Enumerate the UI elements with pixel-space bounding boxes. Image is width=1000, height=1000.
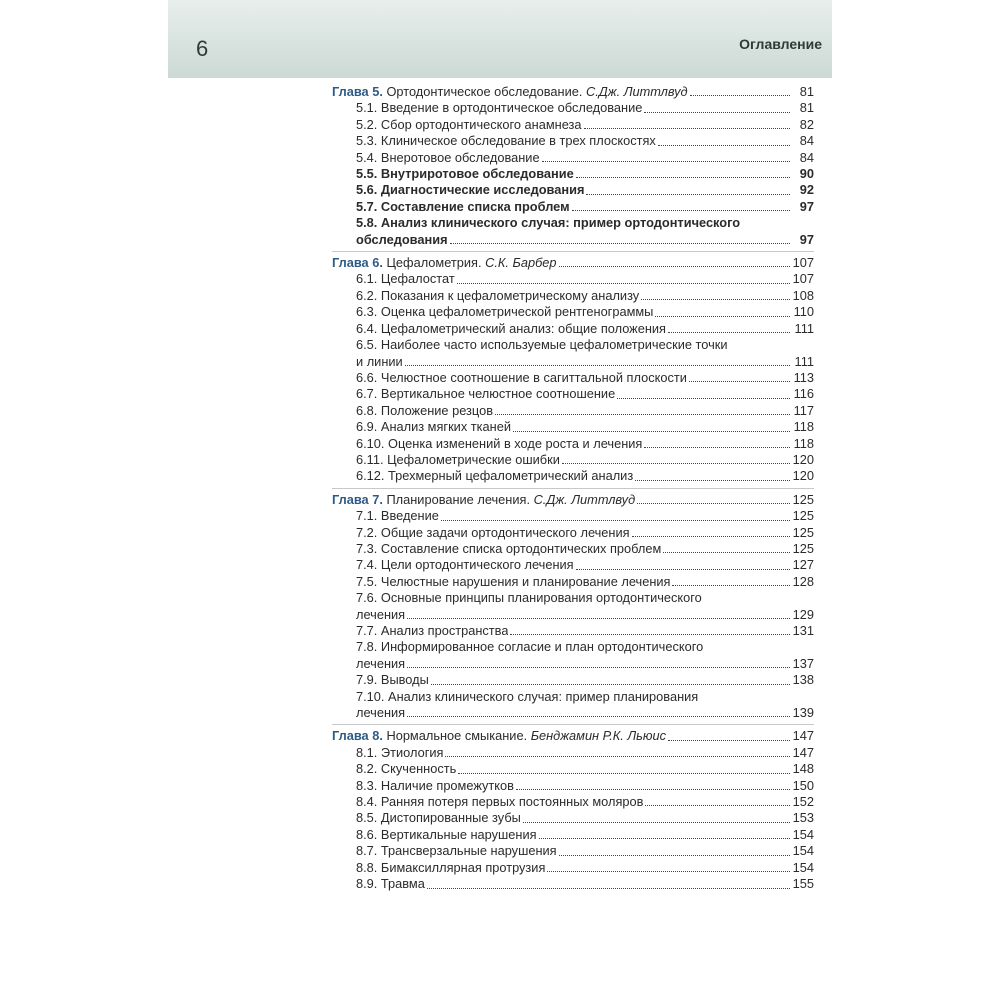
- section-number: 6.11.: [356, 451, 384, 467]
- toc-entry-line: [332, 656, 814, 672]
- table-of-contents: [332, 84, 814, 893]
- section-title: Информированное согласие и план ортодонтического: [380, 639, 704, 655]
- section-page-number: 82: [799, 116, 814, 132]
- section-title: Цефалометрический анализ: общие положения: [380, 320, 666, 336]
- section-number: 8.5.: [356, 810, 378, 826]
- section-number: 7.8.: [356, 639, 378, 655]
- toc-entry: [332, 810, 814, 826]
- section-page-number: 84: [799, 149, 814, 165]
- toc-entry-text: [356, 288, 639, 304]
- section-page-number: 129: [792, 606, 814, 622]
- dot-leader: [513, 431, 790, 432]
- section-title: Клиническое обследование в трех плоскостях: [380, 133, 656, 149]
- section-page-number: 131: [792, 623, 814, 638]
- toc-entry: [332, 436, 814, 452]
- section-title-cont: лечения: [356, 606, 406, 622]
- section-page-number: 153: [792, 810, 814, 826]
- section-title: Составление списка ортодонтических проблем: [380, 540, 662, 556]
- toc-entry-text: [356, 133, 656, 149]
- section-number: 6.5.: [356, 337, 378, 353]
- chapter-author: С.К. Барбер: [485, 255, 557, 271]
- section-number: 6.7.: [356, 386, 378, 402]
- dot-leader: [559, 855, 790, 856]
- chapter-author: С.Дж. Литтлвуд: [585, 84, 688, 99]
- dot-leader: [441, 520, 790, 521]
- section-number: 5.6.: [356, 182, 378, 198]
- section-title: Составление списка проблем: [380, 198, 570, 214]
- dot-leader: [641, 299, 790, 300]
- toc-entry-text: [356, 525, 630, 541]
- toc-entry-text: [356, 182, 584, 198]
- section-title: Введение в ортодонтическое обследование: [380, 100, 643, 116]
- chapter-title: Нормальное смыкание.: [382, 728, 531, 744]
- chapter-block: [332, 251, 814, 485]
- dot-leader: [644, 112, 790, 113]
- section-page-number: 92: [799, 182, 814, 198]
- chapter-entry: [332, 492, 814, 508]
- section-page-number: 110: [793, 304, 814, 320]
- section-page-number: 152: [792, 794, 814, 810]
- section-page-number: 111: [794, 320, 814, 336]
- section-page-number: 125: [792, 524, 814, 540]
- toc-entry: [332, 689, 814, 722]
- dot-leader: [576, 177, 790, 178]
- dot-leader: [407, 618, 790, 619]
- toc-entry-text: [356, 419, 511, 435]
- dot-leader: [663, 552, 790, 553]
- toc-entry-line: [332, 215, 814, 231]
- section-title-cont: лечения: [356, 655, 406, 671]
- toc-entry: [332, 672, 814, 688]
- toc-entry-line: [332, 689, 814, 705]
- section-title: Цефалостат: [380, 271, 455, 287]
- section-page-number: 128: [792, 573, 814, 589]
- section-page-number: 147: [792, 744, 814, 760]
- section-number: 6.8.: [356, 402, 378, 418]
- dot-leader: [407, 667, 790, 668]
- chapter-heading: [332, 492, 635, 508]
- toc-entry: [332, 386, 814, 402]
- toc-entry: [332, 860, 814, 876]
- section-title: Анализ клинического случая: пример ортодонтического: [380, 215, 741, 231]
- section-title: Положение резцов: [380, 402, 494, 418]
- toc-entry-text: [356, 623, 508, 639]
- toc-entry-text: [356, 199, 570, 215]
- section-title: Вертикальные нарушения: [380, 826, 537, 842]
- dot-leader: [450, 243, 790, 244]
- chapter-label: Глава 7.: [332, 491, 383, 507]
- section-number: 8.2.: [356, 761, 378, 777]
- section-title-cont: лечения: [356, 705, 406, 721]
- section-page-number: 155: [792, 876, 814, 892]
- section-page-number: 120: [792, 468, 814, 484]
- toc-entry: [332, 288, 814, 304]
- chapter-author: Бенджамин Р.К. Льюис: [530, 728, 667, 744]
- toc-entry: [332, 321, 814, 337]
- section-number: 6.3.: [356, 304, 378, 320]
- section-title: Вертикальное челюстное соотношение: [380, 386, 616, 402]
- toc-entry: [332, 574, 814, 590]
- dot-leader: [655, 316, 790, 317]
- toc-entry-text: [356, 166, 574, 182]
- toc-entry-text: [356, 117, 582, 133]
- section-title: Травма: [380, 876, 425, 892]
- toc-entry-text: [356, 761, 456, 777]
- toc-entry-line: [332, 354, 814, 370]
- dot-leader: [523, 822, 790, 823]
- dot-leader: [407, 716, 790, 717]
- section-title: Цели ортодонтического лечения: [380, 557, 574, 573]
- section-page-number: 113: [793, 369, 814, 385]
- chapter-block: [332, 84, 814, 248]
- dot-leader: [635, 480, 790, 481]
- toc-entry-text: [356, 574, 670, 590]
- section-page-number: 97: [799, 231, 814, 247]
- section-number: 7.10.: [356, 688, 385, 704]
- section-page-number: 118: [793, 435, 814, 451]
- toc-entry-line: [332, 232, 814, 248]
- dot-leader: [457, 283, 790, 284]
- toc-entry-text: [356, 452, 560, 468]
- section-number: 7.9.: [356, 672, 378, 688]
- section-page-number: 127: [792, 557, 814, 573]
- section-title: Оглавление: [739, 36, 822, 52]
- toc-entry: [332, 541, 814, 557]
- section-title: Скученность: [380, 761, 457, 777]
- section-page-number: 117: [793, 402, 814, 418]
- section-number: 6.10.: [356, 435, 385, 451]
- section-page-number: 84: [799, 133, 814, 149]
- toc-entry-text: [356, 843, 557, 859]
- section-title: Сбор ортодонтического анамнеза: [380, 116, 582, 132]
- chapter-entry: [332, 728, 814, 744]
- toc-entry-text: [356, 403, 493, 419]
- dot-leader: [445, 756, 790, 757]
- section-page-number: 150: [792, 777, 814, 793]
- toc-entry-text: [356, 271, 455, 287]
- dot-leader: [644, 447, 790, 448]
- dot-leader: [539, 838, 790, 839]
- section-number: 8.1.: [356, 744, 378, 760]
- toc-entry-text: [356, 876, 425, 892]
- chapter-author: С.Дж. Литтлвуд: [533, 491, 636, 507]
- chapter-heading: [332, 255, 557, 271]
- dot-leader: [431, 684, 790, 685]
- chapter-label: Глава 8.: [332, 728, 383, 744]
- section-number: 6.1.: [356, 271, 378, 287]
- section-page-number: 125: [792, 508, 814, 524]
- section-page-number: 81: [799, 100, 814, 116]
- section-number: 7.5.: [356, 573, 378, 589]
- toc-entry-text: [356, 778, 514, 794]
- dot-leader: [668, 332, 790, 333]
- section-page-number: 137: [792, 655, 814, 671]
- section-number: 5.4.: [356, 149, 378, 165]
- toc-entry-text: [356, 370, 687, 386]
- section-title: Цефалометрические ошибки: [387, 451, 560, 467]
- toc-entry-line: [332, 590, 814, 606]
- toc-entry: [332, 419, 814, 435]
- dot-leader: [458, 773, 790, 774]
- section-title: Этиология: [380, 744, 444, 760]
- section-number: 5.8.: [356, 215, 378, 231]
- dot-leader: [632, 536, 790, 537]
- dot-leader: [658, 145, 790, 146]
- section-title: Диагностические исследования: [380, 182, 585, 198]
- section-title-cont: обследования: [356, 231, 448, 247]
- toc-entry-text: [356, 672, 429, 688]
- toc-entry-text: [356, 150, 540, 166]
- section-title: Анализ клинического случая: пример планирования: [388, 688, 699, 704]
- section-title: Бимаксиллярная протрузия: [380, 859, 546, 875]
- section-number: 7.3.: [356, 540, 378, 556]
- section-page-number: 116: [793, 386, 814, 402]
- section-title: Внутриротовое обследование: [380, 166, 574, 182]
- section-title: Анализ пространства: [380, 623, 509, 638]
- dot-leader: [572, 210, 790, 211]
- dot-leader: [584, 128, 790, 129]
- toc-entry-text: [356, 860, 545, 876]
- dot-leader: [495, 414, 790, 415]
- toc-entry-text: [356, 557, 574, 573]
- toc-entry: [332, 100, 814, 116]
- section-title-cont: и линии: [356, 353, 403, 369]
- toc-entry: [332, 337, 814, 370]
- toc-entry: [332, 843, 814, 859]
- toc-entry-line: [332, 607, 814, 623]
- page-header: [168, 0, 832, 78]
- section-number: 5.7.: [356, 198, 378, 214]
- toc-entry-line: [332, 705, 814, 721]
- section-title: Оценка цефалометрической рентгенограммы: [380, 304, 654, 320]
- section-title: Внеротовое обследование: [380, 149, 540, 165]
- toc-entry-text: [356, 745, 443, 761]
- chapter-page-number: 107: [792, 255, 814, 271]
- toc-entry-line: [332, 337, 814, 353]
- chapter-label: Глава 5.: [332, 84, 383, 99]
- section-title: Введение: [380, 508, 439, 524]
- toc-entry: [332, 639, 814, 672]
- section-title: Трехмерный цефалометрический анализ: [388, 468, 634, 484]
- section-title: Показания к цефалометрическому анализу: [380, 287, 640, 303]
- section-number: 7.7.: [356, 623, 378, 638]
- toc-entry-text: [356, 321, 666, 337]
- toc-entry-text: [356, 386, 615, 402]
- chapter-title: Планирование лечения.: [382, 491, 534, 507]
- section-number: 8.3.: [356, 777, 378, 793]
- section-number: 8.8.: [356, 859, 378, 875]
- chapter-label: Глава 6.: [332, 255, 383, 271]
- chapter-heading: [332, 84, 688, 100]
- chapter-page-number: 125: [792, 491, 814, 507]
- section-number: 8.6.: [356, 826, 378, 842]
- section-number: 5.1.: [356, 100, 378, 116]
- chapter-block: [332, 488, 814, 722]
- toc-entry: [332, 590, 814, 623]
- section-page-number: 125: [792, 540, 814, 556]
- dot-leader: [510, 634, 790, 635]
- toc-entry: [332, 794, 814, 810]
- chapter-page-number: 81: [799, 84, 814, 99]
- toc-entry: [332, 778, 814, 794]
- toc-entry: [332, 215, 814, 248]
- section-title: Выводы: [380, 672, 429, 688]
- section-number: 8.7.: [356, 843, 378, 859]
- section-number: 7.1.: [356, 508, 378, 524]
- chapter-page-number: 147: [792, 728, 814, 744]
- dot-leader: [405, 365, 790, 366]
- chapter-title: Ортодонтическое обследование.: [382, 84, 586, 99]
- section-number: 5.3.: [356, 133, 378, 149]
- section-page-number: 97: [799, 198, 814, 214]
- dot-leader: [586, 194, 790, 195]
- dot-leader: [689, 381, 790, 382]
- section-title: Дистопированные зубы: [380, 810, 521, 826]
- section-number: 6.6.: [356, 369, 378, 385]
- chapter-block: [332, 724, 814, 892]
- toc-entry: [332, 117, 814, 133]
- dot-leader: [576, 569, 790, 570]
- section-title: Основные принципы планирования ортодонтического: [380, 590, 702, 606]
- toc-entry-text: [356, 541, 661, 557]
- toc-entry-text: [356, 794, 643, 810]
- section-page-number: 154: [792, 843, 814, 859]
- toc-entry: [332, 827, 814, 843]
- section-number: 6.12.: [356, 468, 385, 484]
- section-number: 5.5.: [356, 166, 378, 182]
- section-page-number: 111: [794, 353, 814, 369]
- toc-entry-text: [356, 304, 653, 320]
- toc-entry: [332, 876, 814, 892]
- section-title: Наиболее часто используемые цефалометрические точки: [380, 337, 728, 353]
- dot-leader: [690, 95, 790, 96]
- toc-entry: [332, 166, 814, 182]
- dot-leader: [645, 805, 790, 806]
- section-page-number: 154: [792, 859, 814, 875]
- section-title: Оценка изменений в ходе роста и лечения: [388, 435, 643, 451]
- toc-entry-text: [356, 436, 642, 452]
- section-page-number: 154: [792, 826, 814, 842]
- toc-entry: [332, 403, 814, 419]
- dot-leader: [637, 503, 790, 504]
- toc-entry-text: [356, 100, 642, 116]
- section-number: 6.9.: [356, 419, 378, 435]
- toc-entry: [332, 525, 814, 541]
- section-page-number: 138: [792, 672, 814, 688]
- section-title: Челюстные нарушения и планирование лечения: [380, 573, 671, 589]
- section-title: Анализ мягких тканей: [380, 419, 511, 435]
- section-title: Наличие промежутков: [380, 777, 514, 793]
- toc-entry: [332, 150, 814, 166]
- dot-leader: [562, 463, 790, 464]
- chapter-entry: [332, 84, 814, 100]
- section-page-number: 90: [799, 166, 814, 182]
- chapter-entry: [332, 255, 814, 271]
- toc-entry-text: [356, 810, 521, 826]
- toc-entry: [332, 304, 814, 320]
- section-title: Трансверзальные нарушения: [380, 843, 557, 859]
- dot-leader: [617, 398, 790, 399]
- section-number: 8.4.: [356, 794, 378, 810]
- toc-entry: [332, 557, 814, 573]
- dot-leader: [668, 740, 790, 741]
- toc-entry-text: [356, 827, 537, 843]
- toc-entry-text: [356, 468, 633, 484]
- section-number: 6.4.: [356, 320, 378, 336]
- toc-entry: [332, 745, 814, 761]
- dot-leader: [542, 161, 790, 162]
- section-number: 7.2.: [356, 524, 378, 540]
- toc-entry: [332, 133, 814, 149]
- page-number: 6: [196, 36, 209, 61]
- section-number: 7.6.: [356, 590, 378, 606]
- section-number: 6.2.: [356, 287, 378, 303]
- toc-entry: [332, 623, 814, 639]
- section-page-number: 107: [792, 271, 814, 287]
- dot-leader: [427, 888, 790, 889]
- section-title: Челюстное соотношение в сагиттальной плоскости: [380, 369, 687, 385]
- chapter-title: Цефалометрия.: [382, 255, 486, 271]
- dot-leader: [672, 585, 790, 586]
- toc-entry-text: [356, 508, 439, 524]
- section-page-number: 120: [792, 451, 814, 467]
- chapter-heading: [332, 728, 666, 744]
- toc-entry: [332, 468, 814, 484]
- section-number: 7.4.: [356, 557, 378, 573]
- section-page-number: 108: [792, 287, 814, 303]
- section-title: Ранняя потеря первых постоянных моляров: [380, 794, 644, 810]
- dot-leader: [516, 789, 790, 790]
- toc-entry: [332, 508, 814, 524]
- toc-entry: [332, 182, 814, 198]
- toc-entry: [332, 271, 814, 287]
- toc-entry-line: [332, 639, 814, 655]
- section-page-number: 118: [793, 419, 814, 435]
- toc-entry: [332, 199, 814, 215]
- dot-leader: [547, 871, 790, 872]
- toc-entry: [332, 452, 814, 468]
- dot-leader: [559, 266, 790, 267]
- section-number: 8.9.: [356, 876, 378, 892]
- toc-entry: [332, 761, 814, 777]
- section-page-number: 139: [792, 705, 814, 721]
- toc-entry: [332, 370, 814, 386]
- section-number: 5.2.: [356, 116, 378, 132]
- section-page-number: 148: [792, 761, 814, 777]
- section-title: Общие задачи ортодонтического лечения: [380, 524, 630, 540]
